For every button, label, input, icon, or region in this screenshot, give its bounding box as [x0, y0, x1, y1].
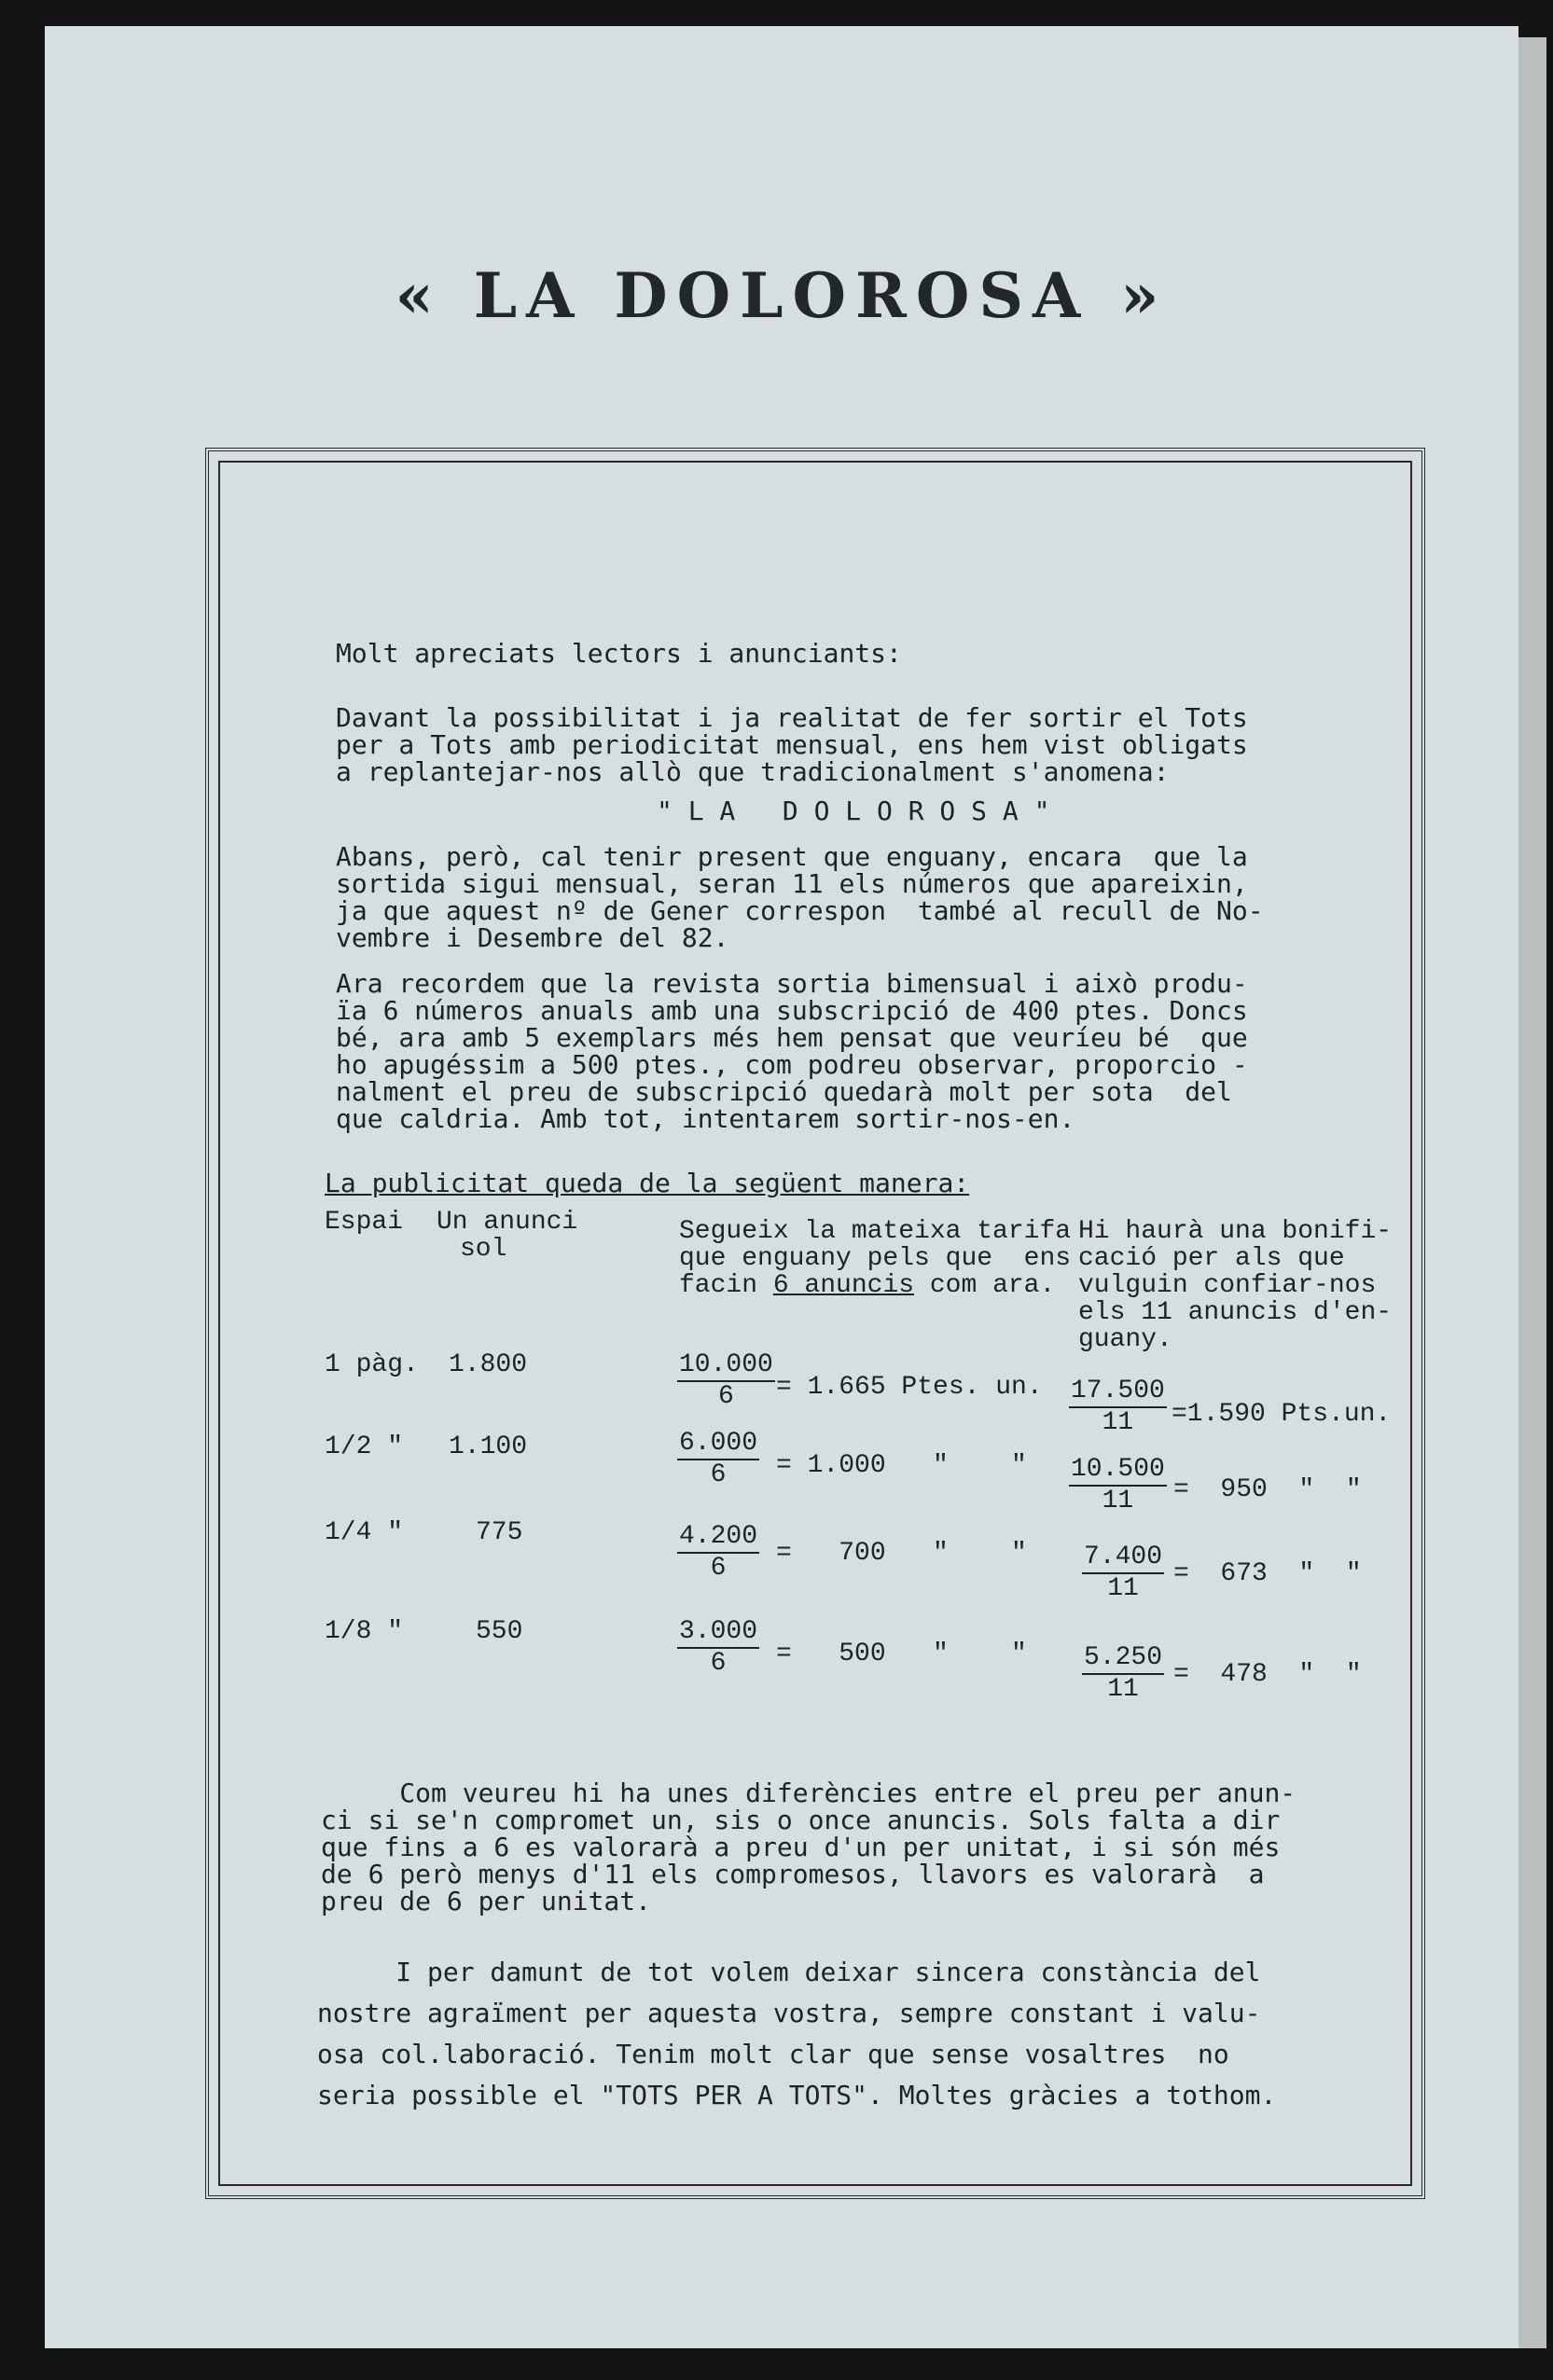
- para4-line: Com veureu hi ha unes diferències entre el preu per anun-: [321, 1778, 1296, 1808]
- para5-line: I per damunt de tot volem deixar sincera constància del: [317, 1957, 1261, 1987]
- col-11-header: vulguin confiar-nos: [1078, 1271, 1377, 1300]
- row-espai: 1 pàg.: [325, 1350, 419, 1379]
- row-sol: 550: [476, 1617, 523, 1646]
- row-frac-11: $\frac{17.500}{11}$: [1071, 1377, 1165, 1437]
- row-frac-6: $\frac{10.000}{6}$: [679, 1350, 773, 1411]
- row-frac-11: $\frac{7.400}{11}$: [1084, 1543, 1163, 1603]
- para3-line: que caldria. Amb tot, intentarem sortir-nos-en.: [336, 1103, 1075, 1134]
- col-sol-header: Un anunci: [437, 1208, 578, 1237]
- col-6-header: que enguany pels que ens: [679, 1244, 1072, 1273]
- row-espai: 1/2 ": [325, 1432, 404, 1461]
- col-sol-header: sol: [460, 1235, 507, 1264]
- col-11-header: els 11 anuncis d'en-: [1078, 1298, 1393, 1327]
- para2-line: ja que aquest nº de Gener correspon també al recull de No-: [336, 895, 1264, 926]
- row-result-11: = 673 " ": [1173, 1559, 1362, 1588]
- row-sol: 1.100: [449, 1432, 528, 1461]
- document-page: [45, 26, 1518, 2348]
- row-frac-6: $\frac{3.000}{6}$: [679, 1617, 758, 1678]
- para1-line: a replantejar-nos allò que tradicionalment s'anomena:: [336, 756, 1170, 787]
- row-result-11: = 478 " ": [1173, 1660, 1362, 1689]
- para1-center: " L A D O L O R O S A ": [657, 796, 1050, 826]
- para4-line: que fins a 6 es valorarà a preu d'un per unitat, i si són més: [321, 1832, 1281, 1862]
- para2-line: sortida sigui mensual, seran 11 els números que apareixin,: [336, 868, 1248, 899]
- row-espai: 1/4 ": [325, 1518, 404, 1547]
- para5-line: seria possible el "TOTS PER A TOTS". Moltes gràcies a tothom.: [317, 2080, 1277, 2110]
- para5-line: nostre agraïment per aquesta vostra, sempre constant i valu-: [317, 1998, 1261, 2028]
- para5-line: osa col.laboració. Tenim molt clar que sense vosaltres no: [317, 2039, 1229, 2069]
- col-11-header: guany.: [1078, 1325, 1172, 1354]
- row-result-6: = 1.665 Ptes. un.: [776, 1373, 1043, 1402]
- para3-line: ho apugéssim a 500 ptes., com podreu observar, proporcio -: [336, 1049, 1248, 1080]
- col-espai-header: Espai: [325, 1208, 404, 1237]
- row-result-6: = 500 " ": [776, 1640, 1027, 1668]
- row-result-11: =1.590 Pts.un.: [1172, 1400, 1392, 1429]
- para2-line: Abans, però, cal tenir present que enguany, encara que la: [336, 841, 1248, 872]
- table-intro: La publicitat queda de la següent manera:: [325, 1168, 970, 1198]
- para1-line: per a Tots amb periodicitat mensual, ens hem vist obligats: [336, 729, 1248, 760]
- para3-line: ïa 6 números anuals amb una subscripció de 400 ptes. Doncs: [336, 995, 1248, 1026]
- para1-line: Davant la possibilitat i ja realitat de fer sortir el Tots: [336, 702, 1248, 733]
- para4-line: de 6 però menys d'11 els compromesos, llavors es valorarà a: [321, 1859, 1265, 1889]
- row-frac-11: $\frac{5.250}{11}$: [1084, 1643, 1163, 1704]
- greeting: Molt apreciats lectors i anunciants:: [336, 638, 902, 669]
- row-sol: 775: [476, 1518, 523, 1547]
- para2-line: vembre i Desembre del 82.: [336, 922, 729, 953]
- col-11-header: Hi haurà una bonifi-: [1078, 1217, 1393, 1246]
- row-espai: 1/8 ": [325, 1617, 404, 1646]
- col-11-header: cació per als que: [1078, 1244, 1345, 1273]
- para3-line: nalment el preu de subscripció quedarà molt per sota del: [336, 1076, 1232, 1107]
- col-6-header: Segueix la mateixa tarifa: [679, 1217, 1072, 1246]
- para3-line: Ara recordem que la revista sortia bimensual i això produ-: [336, 968, 1248, 999]
- page-title: « LA DOLOROSA »: [395, 259, 1169, 332]
- row-frac-11: $\frac{10.500}{11}$: [1071, 1455, 1165, 1515]
- row-frac-6: $\frac{4.200}{6}$: [679, 1522, 758, 1583]
- row-result-6: = 1.000 " ": [776, 1451, 1027, 1480]
- row-frac-6: $\frac{6.000}{6}$: [679, 1429, 758, 1489]
- row-sol: 1.800: [449, 1350, 528, 1379]
- para3-line: bé, ara amb 5 exemplars més hem pensat que veuríeu bé que: [336, 1022, 1248, 1053]
- para4-line: ci si se'n compromet un, sis o once anuncis. Sols falta a dir: [321, 1805, 1281, 1835]
- row-result-11: = 950 " ": [1173, 1475, 1362, 1504]
- page-edge: [1518, 37, 1546, 2348]
- para4-line: preu de 6 per unitat.: [321, 1886, 652, 1916]
- row-result-6: = 700 " ": [776, 1539, 1027, 1568]
- col-6-header: facin 6 anuncis com ara.: [679, 1271, 1056, 1300]
